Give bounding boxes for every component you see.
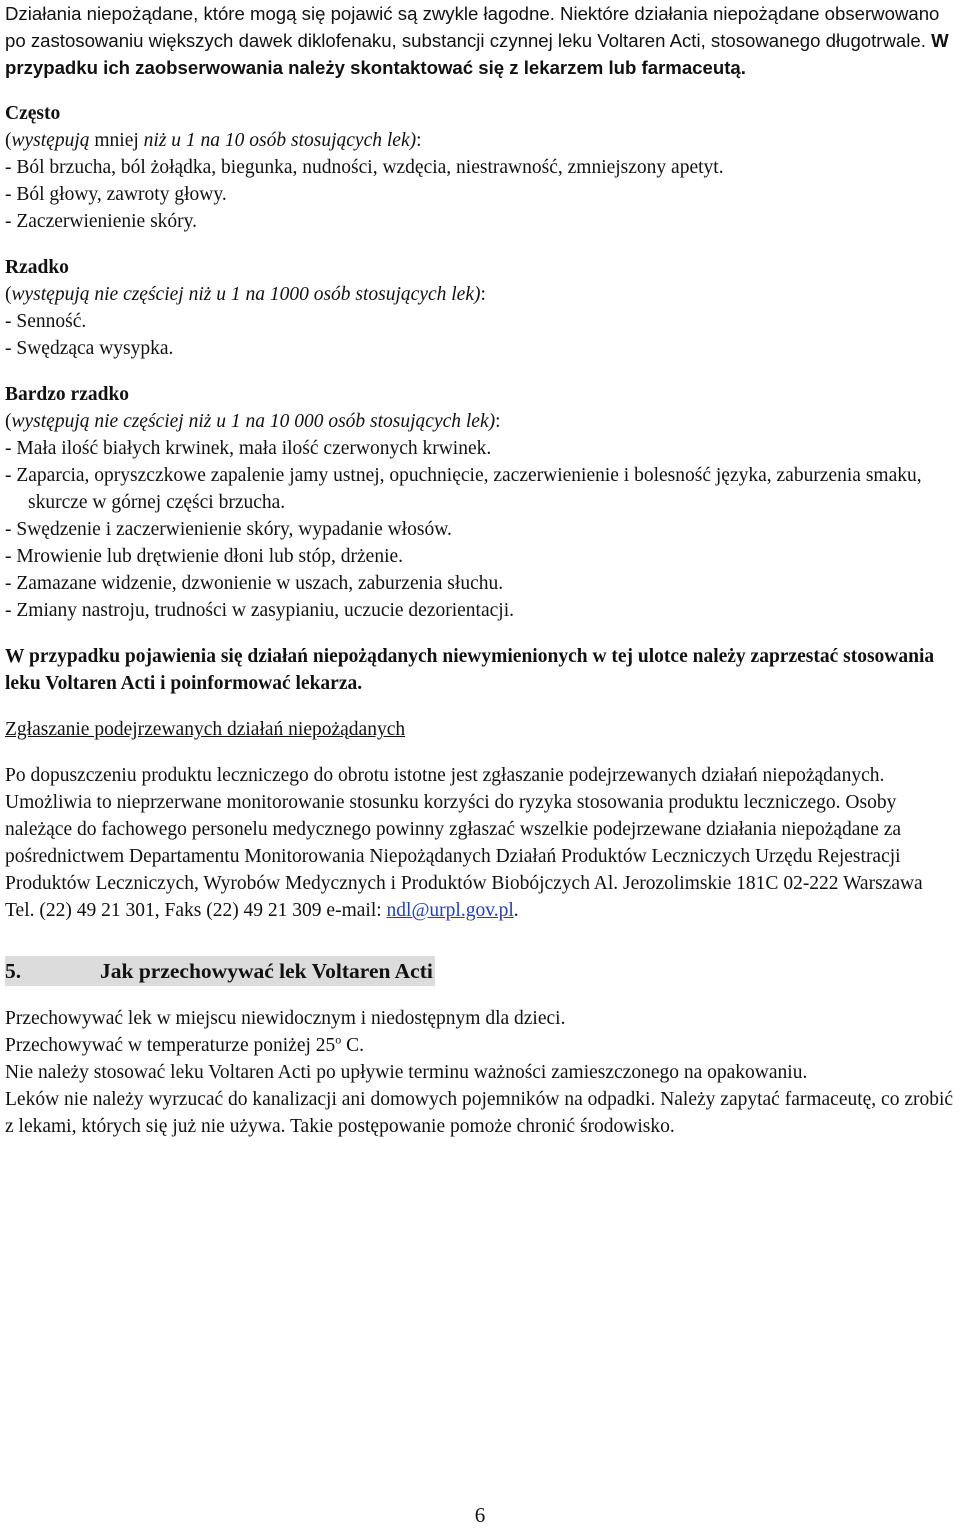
list-item: - Swędząca wysypka. — [5, 338, 174, 359]
frequency-group-very-rare — [5, 381, 956, 624]
list-item: - Zmiany nastroju, trudności w zasypianiu, uczucie dezorientacji. — [5, 600, 514, 621]
list-item: - Zaczerwienienie skóry. — [5, 211, 198, 232]
storage-instructions — [5, 1005, 956, 1140]
frequency-heading: Często — [5, 103, 61, 124]
storage-line: Przechowywać lek w miejscu niewidocznym i niedostępnym dla dzieci. — [5, 1008, 566, 1029]
list-item: - Zamazane widzenie, dzwonienie w uszach, zaburzenia słuchu. — [5, 573, 504, 594]
email-link[interactable]: ndl@urpl.gov.pl — [386, 900, 514, 921]
list-item: - Mrowienie lub drętwienie dłoni lub stóp, drżenie. — [5, 546, 404, 567]
frequency-heading: Bardzo rzadko — [5, 384, 130, 405]
section-number: 5. — [5, 959, 22, 983]
intro-paragraph — [5, 0, 956, 81]
stop-use-warning: W przypadku pojawienia się działań niepożądanych niewymienionych w tej ulotce należy zaprzestać stosowania leku Voltaren Acti i poinformować lekarza. — [5, 646, 935, 694]
intro-text: Działania niepożądane, które mogą się pojawić są zwykle łagodne. Niektóre działania niepożądane obserwowano po zastosowaniu większych dawek diklofenaku, substancji czynnej leku Voltaren Acti, stosowanego długotrwale. — [5, 3, 940, 51]
list-item: - Swędzenie i zaczerwienienie skóry, wypadanie włosów. — [5, 519, 452, 540]
reporting-heading: Zgłaszanie podejrzewanych działań niepożądanych — [5, 719, 406, 740]
page-number: 6 — [474, 1503, 486, 1527]
list-item: - Ból głowy, zawroty głowy. — [5, 184, 227, 205]
reporting-contact: Tel. (22) 49 21 301, Faks (22) 49 21 309 e-mail: ndl@urpl.gov.pl. — [5, 900, 519, 921]
frequency-group-rare — [5, 254, 956, 362]
list-item: - Zaparcia, opryszczkowe zapalenie jamy ustnej, opuchnięcie, zaczerwienienie i bolesność języka, zaburzenia smaku, skurcze w górnej części brzucha. — [5, 465, 922, 513]
frequency-definition: (występują nie częściej niż u 1 na 1000 osób stosujących lek): — [5, 284, 486, 305]
section-title: Jak przechowywać lek Voltaren Acti — [100, 959, 433, 983]
frequency-definition: (występują mniej niż u 1 na 10 osób stosujących lek): — [5, 130, 422, 151]
list-item: - Mała ilość białych krwinek, mała ilość czerwonych krwinek. — [5, 438, 492, 459]
frequency-group-common — [5, 100, 956, 235]
frequency-heading: Rzadko — [5, 257, 69, 278]
list-item: - Senność. — [5, 311, 87, 332]
frequency-definition: (występują nie częściej niż u 1 na 10 000 osób stosujących lek): — [5, 411, 501, 432]
section-heading — [5, 956, 956, 986]
intro-contact-warning: W przypadku ich zaobserwowania należy skontaktować się z lekarzem lub farmaceutą. — [5, 30, 949, 78]
storage-line: Przechowywać w temperaturze poniżej 25$^o$ C. — [5, 1032, 365, 1056]
reporting-paragraph: Po dopuszczeniu produktu leczniczego do obrotu istotne jest zgłaszanie podejrzewanych działań niepożądanych. Umożliwia to nieprzerwane monitorowanie stosunku korzyści do ryzyka stosowania produktu leczniczego. Osoby należące do fachowego personelu medycznego powinny zgłaszać wszelkie podejrzewane działania niepożądane za pośrednictwem Departamentu Monitorowania Niepożądanych Działań Produktów Leczniczych Urzędu Rejestracji Produktów Leczniczych, Wyrobów Medycznych i Produktów Biobójczych Al. Jerozolimskie 181C 02-222 Warszawa — [5, 765, 923, 894]
storage-line: Nie należy stosować leku Voltaren Acti po upływie terminu ważności zamieszczonego na opakowaniu. — [5, 1062, 808, 1083]
list-item: - Ból brzucha, ból żołądka, biegunka, nudności, wzdęcia, niestrawność, zmniejszony apetyt. — [5, 157, 724, 178]
storage-line: Leków nie należy wyrzucać do kanalizacji ani domowych pojemników na odpadki. Należy zapytać farmaceutę, co zrobić z lekami, których się już nie używa. Takie postępowanie pomoże chronić środowisko. — [5, 1089, 954, 1137]
